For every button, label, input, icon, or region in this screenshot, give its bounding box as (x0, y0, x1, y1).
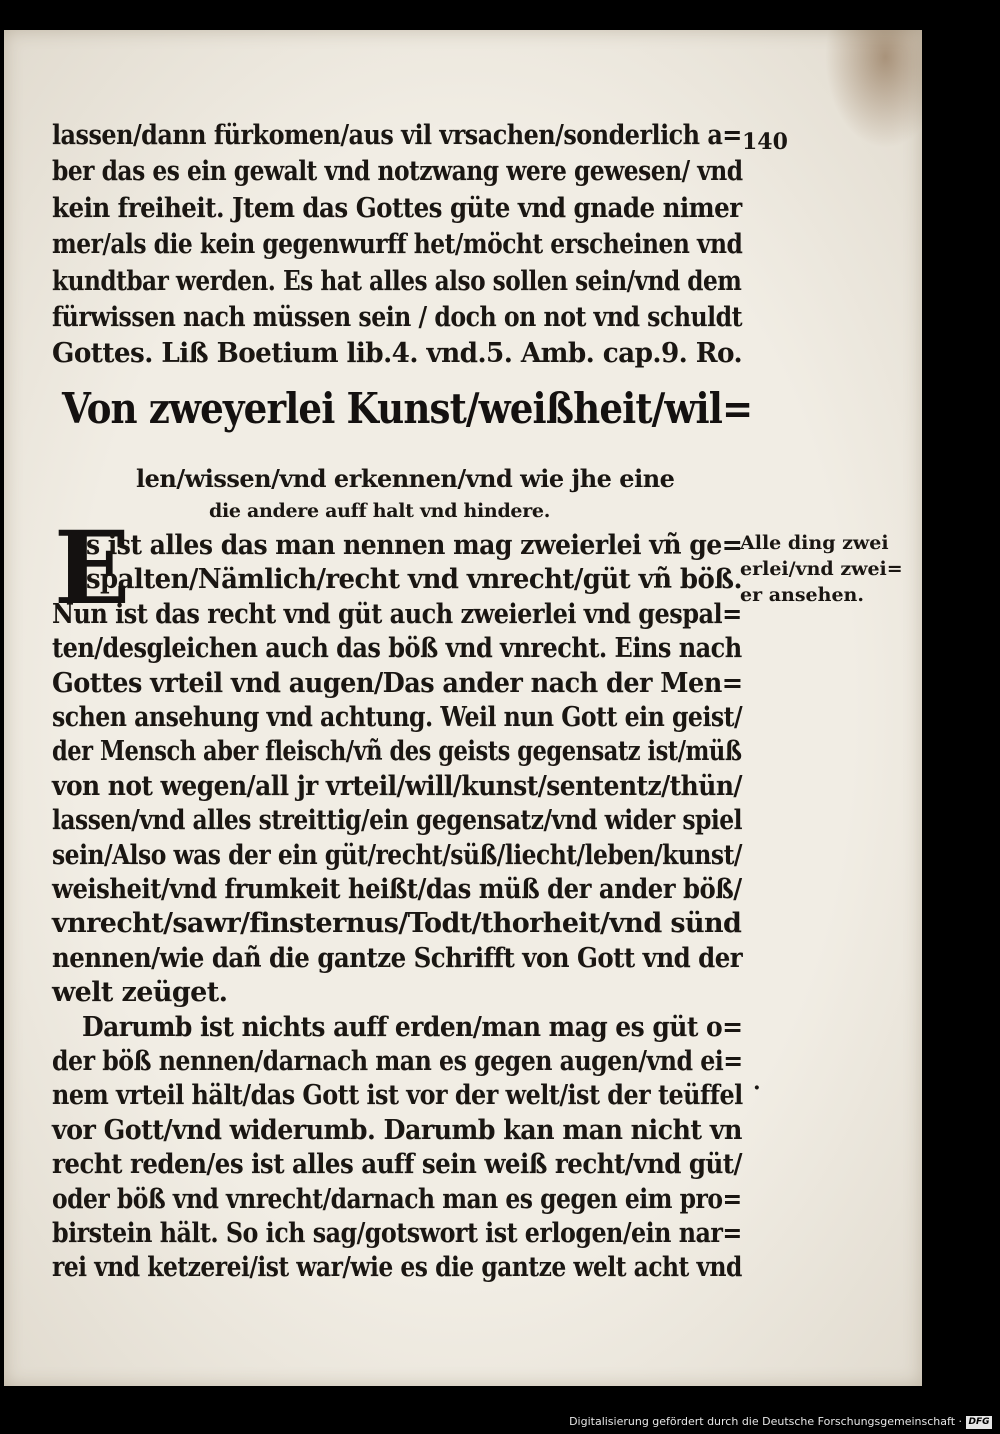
text-line: kein freiheit. Jtem das Gottes güte vnd gnade nimer (52, 192, 742, 224)
section-subheading-1: len/wissen/vnd erkennen/vnd wie jhe eine (136, 464, 675, 493)
text-line: weisheit/vnd frumkeit heißt/das müß der ander böß/ (52, 874, 742, 905)
marginal-note-line: er ansehen. (740, 584, 864, 606)
drop-capital: E (54, 509, 131, 627)
marginal-note-line: Alle ding zwei (740, 532, 889, 554)
text-line: rei vnd ketzerei/ist war/wie es die gantze welt acht vnd (52, 1252, 742, 1284)
text-line: recht reden/es ist alles auff sein weiß recht/vnd güt/ (52, 1149, 742, 1181)
text-line: vnrecht/sawr/finsternus/Todt/thorheit/vnd sünd (52, 908, 742, 940)
section-heading: Von zweyerlei Kunst/weißheit/wil= (62, 384, 753, 433)
digitization-credit: Digitalisierung gefördert durch die Deutsche Forschungsgemeinschaft · (569, 1415, 962, 1428)
text-line: nem vrteil hält/das Gott ist vor der welt/ist der teüffel (52, 1080, 743, 1112)
text-line: lassen/dann fürkomen/aus vil vrsachen/sonderlich a= (52, 120, 742, 151)
text-line: fürwissen nach müssen sein / doch on not vnd schuldt (52, 302, 743, 333)
text-line: mer/als die kein gegenwurff het/möcht erscheinen vnd (52, 229, 743, 261)
text-line: birstein hält. So ich sag/gotswort ist erlogen/ein nar= (52, 1218, 742, 1249)
text-line: sein/Also was der ein güt/recht/süß/liecht/leben/kunst/ (52, 839, 742, 871)
text-line: der Mensch aber fleisch/vñ des geists gegensatz ist/müß (52, 736, 742, 768)
section-subheading-2: die andere auff halt vnd hindere. (209, 500, 551, 522)
text-line: Darumb ist nichts auff erden/man mag es güt o= (82, 1011, 743, 1043)
text-line: ber das es ein gewalt vnd notzwang were gewesen/ vnd (52, 156, 743, 188)
text-line: Nun ist das recht vnd güt auch zweierlei vnd gespal= (52, 598, 742, 630)
text-line: von not wegen/all jr vrteil/will/kunst/sententz/thün/ (52, 770, 742, 802)
book-page (4, 30, 922, 1386)
folio-number: 140 (742, 129, 788, 155)
text-line: schen ansehung vnd achtung. Weil nun Gott ein geist/ (52, 702, 743, 733)
text-line: lassen/vnd alles streittig/ein gegensatz/vnd wider spiel (52, 805, 743, 837)
marginal-note (740, 530, 903, 608)
text-line: Gottes vrteil vnd augen/Das ander nach der Men= (52, 667, 743, 699)
text-line: Gottes. Liß Boetium lib.4. vnd.5. Amb. cap.9. Ro. (52, 338, 743, 370)
text-line: spalten/Nämlich/recht vnd vnrecht/güt vñ böß. (86, 564, 742, 596)
text-line: oder böß vnd vnrecht/darnach man es gegen eim pro= (52, 1183, 742, 1215)
dfg-logo: DFG (966, 1416, 992, 1429)
text-line: vor Gott/vnd widerumb. Darumb kan man nicht vn (52, 1114, 742, 1146)
text-line: kundtbar werden. Es hat alles also sollen sein/vnd dem (52, 265, 742, 297)
text-line: welt zeüget. (52, 977, 228, 1009)
text-line: der böß nennen/darnach man es gegen augen/vnd ei= (52, 1046, 743, 1077)
margin-mark: · (753, 1075, 761, 1101)
text-line: nennen/wie dañ die gantze Schrifft von Gott vnd der (52, 942, 743, 974)
text-line: ten/desgleichen auch das böß vnd vnrecht. Eins nach (52, 633, 742, 665)
marginal-note-line: erlei/vnd zwei= (740, 558, 903, 580)
text-line: s ist alles das man nennen mag zweierlei vñ ge= (86, 530, 743, 561)
